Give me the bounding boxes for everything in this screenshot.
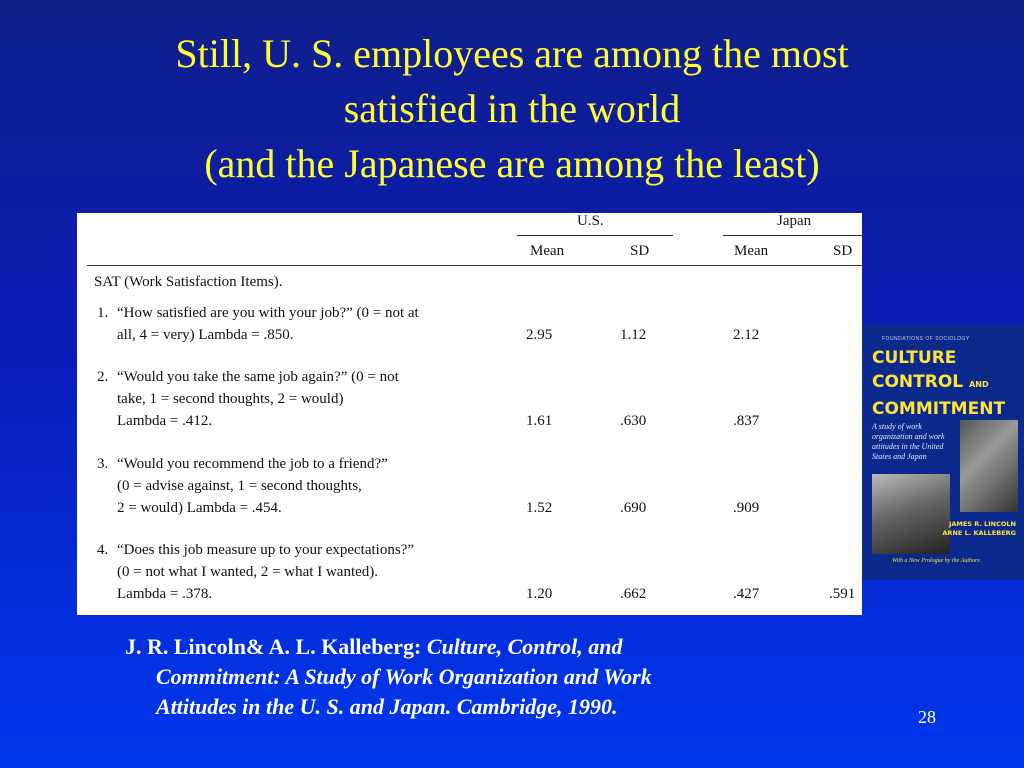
- citation: [125, 632, 845, 722]
- header-mean-us: Mean: [530, 243, 565, 259]
- book-title-line-2: CONTROL: [872, 372, 964, 392]
- row-number: 3.: [97, 456, 109, 472]
- book-series: FOUNDATIONS OF SOCIOLOGY: [882, 336, 970, 342]
- us-group-rule: [517, 235, 673, 236]
- question-text-line: (0 = advise against, 1 = second thoughts,: [117, 478, 362, 494]
- question-text-line: Lambda = .378.: [117, 586, 213, 602]
- value-jp-mean: 2.12: [733, 327, 760, 343]
- book-photo-factory: [872, 474, 950, 554]
- row-number: 1.: [97, 305, 109, 321]
- question-text-line: 2 = would) Lambda = .454.: [117, 500, 282, 516]
- book-subtitle: A study of work organization and work attitudes in the United States and Japan: [872, 422, 945, 461]
- citation-authors: J. R. Lincoln& A. L. Kalleberg:: [125, 634, 427, 659]
- japan-group-rule: [723, 235, 862, 236]
- book-note: With a New Prologue by the Authors: [892, 558, 980, 564]
- slide-title: [40, 26, 984, 191]
- book-author-2: ARNE L. KALLEBERG: [942, 529, 1016, 537]
- question-text-line: “Would you recommend the job to a friend?”: [117, 456, 388, 472]
- header-sd-us: SD: [630, 243, 650, 259]
- question-text-line: “Would you take the same job again?” (0 = not: [117, 369, 399, 385]
- value-jp-mean: .427: [733, 586, 760, 602]
- book-author-1: JAMES R. LINCOLN: [948, 520, 1016, 528]
- value-jp-sd: .591: [829, 586, 856, 602]
- group-japan: Japan: [777, 213, 812, 229]
- question-text-line: “Does this job measure up to your expectations?”: [117, 542, 414, 558]
- value-us-mean: 1.61: [526, 413, 553, 429]
- book-authors: [934, 520, 1016, 538]
- question-text-line: “How satisfied are you with your job?” (0 = not at: [117, 305, 419, 321]
- question-text-line: all, 4 = very) Lambda = .850.: [117, 327, 294, 343]
- title-line-2: satisfied in the world: [343, 86, 681, 131]
- book-photo-worker: [960, 420, 1018, 512]
- book-cover: [862, 324, 1024, 580]
- question-text-line: take, 1 = second thoughts, 2 = would): [117, 391, 344, 407]
- value-us-sd: .662: [620, 586, 647, 602]
- row-number: 2.: [97, 369, 109, 385]
- citation-title-start: Culture, Control, and: [426, 634, 623, 659]
- header-sd-japan: SD: [833, 243, 853, 259]
- value-us-sd: 1.12: [620, 327, 647, 343]
- book-title-line-1: CULTURE: [872, 348, 957, 368]
- title-line-3: (and the Japanese are among the least): [204, 141, 820, 186]
- satisfaction-table: [77, 213, 862, 615]
- row-number: 4.: [97, 542, 109, 558]
- header-mean-japan: Mean: [734, 243, 769, 259]
- title-line-1: Still, U. S. employees are among the most: [175, 31, 849, 76]
- value-us-mean: 2.95: [526, 327, 553, 343]
- value-jp-mean: .837: [733, 413, 760, 429]
- header-rule: [87, 265, 862, 266]
- group-us: U.S.: [577, 213, 604, 229]
- value-us-mean: 1.20: [526, 586, 553, 602]
- question-text-line: Lambda = .412.: [117, 413, 213, 429]
- value-us-mean: 1.52: [526, 500, 553, 516]
- citation-line-3: Attitudes in the U. S. and Japan. Cambridge, 1990.: [156, 694, 618, 719]
- page-number: 28: [918, 707, 936, 727]
- value-us-sd: .690: [620, 500, 647, 516]
- section-label: SAT (Work Satisfaction Items).: [94, 274, 283, 290]
- value-us-sd: .630: [620, 413, 647, 429]
- book-title-line-3: COMMITMENT: [872, 399, 1006, 419]
- question-text-line: (0 = not what I wanted, 2 = what I wanted).: [117, 564, 379, 580]
- book-title-and: AND: [969, 380, 989, 389]
- citation-line-2: Commitment: A Study of Work Organization and Work: [156, 664, 652, 689]
- book-title: [872, 346, 1005, 421]
- value-jp-mean: .909: [733, 500, 760, 516]
